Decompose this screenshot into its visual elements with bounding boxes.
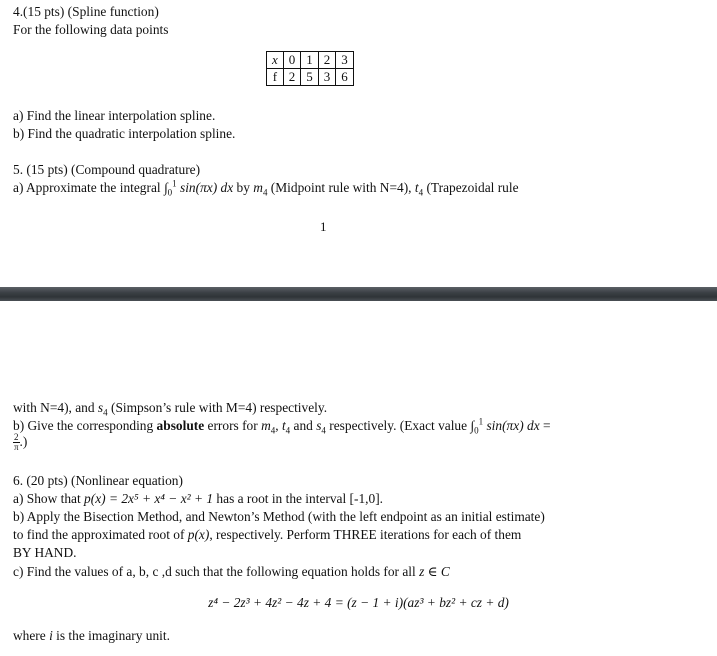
q4-title: 4.(15 pts) (Spline function)	[13, 4, 159, 19]
table-cell: 0	[283, 52, 301, 69]
fraction: $\frac{2}{\pi}$	[13, 432, 19, 453]
q5-exact-value: $\frac{2}{\pi}$ .)	[13, 432, 28, 453]
q5-part-b: b) Give the corresponding absolute errors for $m_4$, $t_4$ and $s_4$ respectively. (Exact value $\int_0^1$ sin(πx) dx =	[13, 416, 551, 436]
page-top	[0, 0, 717, 287]
table-cell: 3	[318, 69, 336, 86]
table-cell: x	[267, 52, 284, 69]
q6-title: 6. (20 pts) (Nonlinear equation)	[13, 473, 183, 488]
q4-part-b: b) Find the quadratic interpolation spline.	[13, 126, 236, 141]
table-cell: 2	[283, 69, 301, 86]
data-points-table	[266, 51, 354, 86]
q6-part-b-line3: BY HAND.	[13, 545, 77, 560]
table-cell: 1	[301, 52, 319, 69]
q5-continuation: with N=4), and $s_4$ (Simpson’s rule with M=4) respectively.	[13, 400, 328, 418]
table-cell: f	[267, 69, 284, 86]
table-row	[267, 69, 354, 86]
table-cell: 6	[336, 69, 354, 86]
page-number: 1	[320, 219, 327, 234]
q6-equation: z⁴ − 2z³ + 4z² − 4z + 4 = (z − 1 + i)(az³ + bz² + cz + d)	[208, 595, 509, 610]
page-bottom	[0, 301, 717, 656]
table-cell: 2	[318, 52, 336, 69]
q6-part-a: a) Show that p(x) = 2x⁵ + x⁴ − x² + 1 has a root in the interval [-1,0].	[13, 491, 384, 506]
table-cell: 5	[301, 69, 319, 86]
q5-part-a: a) Approximate the integral $\int_0^1$ sin(πx) dx by $m_4$ (Midpoint rule with N=4), $t_4$ (Trapezoidal rule	[13, 178, 519, 198]
page-divider	[0, 287, 717, 301]
q6-part-c: c) Find the values of a, b, c ,d such that the following equation holds for all z ∈ C	[13, 564, 450, 579]
q4-intro: For the following data points	[13, 22, 169, 37]
q5-title: 5. (15 pts) (Compound quadrature)	[13, 162, 201, 177]
q6-part-b-line2: to find the approximated root of p(x), respectively. Perform THREE iterations for each of them	[13, 527, 522, 542]
table-row	[267, 52, 354, 69]
table-cell: 3	[336, 52, 354, 69]
q6-where: where i is the imaginary unit.	[13, 628, 170, 643]
q6-part-b-line1: b) Apply the Bisection Method, and Newton’s Method (with the left endpoint as an initial estimate)	[13, 509, 545, 524]
q4-part-a: a) Find the linear interpolation spline.	[13, 108, 216, 123]
